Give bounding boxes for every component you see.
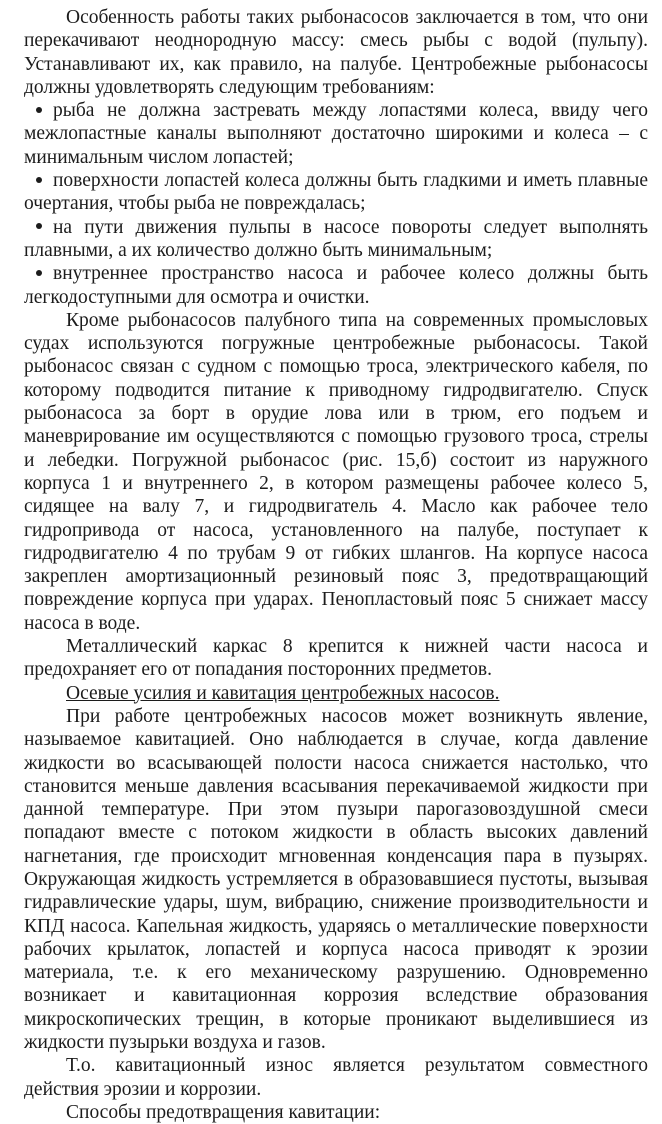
paragraph-intro: Особенность работы таких рыбонасосов заключается в том, что они перекачивают неоднородную массу: смесь рыбы с водой (пульпу). Устанавливают их, как правило, на палубе. Центробежные рыбонасосы должны удовлетворять следующим требованиям: [24,7,648,98]
bullet-icon [36,107,42,113]
list-item [24,262,648,309]
list-item [24,99,648,169]
list-item [24,216,648,263]
paragraph-frame: Металлический каркас 8 крепится к нижней части насоса и предохраняет его от попадания посторонних предметов. [24,636,648,681]
paragraph-wear: Т.о. кавитационный износ является результатом совместного действия эрозии и коррозии. [24,1055,648,1100]
list-item-text: на пути движения пульпы в насосе повороты следует выполнять плавными, а их количество должно быть минимальным; [24,216,648,261]
list-item [24,169,648,216]
paragraph-submersible-pumps: Кроме рыбонасосов палубного типа на современных промысловых судах используются погружные центробежные рыбонасосы. Такой рыбонасос связан с судном с помощью троса, электрического кабеля, по которому подводится питание к приводному гидродвигателю. Спуск рыбонасоса за борт в орудие лова или в трюм, его подъем и маневрирование им осуществляются с помощью грузового троса, стрелы и лебедки. Погружной рыбонасос (рис. 15,б) состоит из наружного корпуса 1 и внутреннего 2, в котором размещены рабочее колесо 5, сидящее на валу 7, и гидродвигатель 4. Масло как рабочее тело гидропривода от насоса, установленного на палубе, поступает к гидродвигателю 4 по трубам 9 от гибких шлангов. На корпусе насоса закреплен амортизационный резиновый пояс 3, предотвращающий повреждение корпуса при ударах. Пенопластовый пояс 5 снижает массу насоса в воде. [24,309,648,634]
list-item-text: внутреннее пространство насоса и рабочее колесо должны быть легкодоступными для осмотра и очистки. [24,263,648,308]
bullet-icon [36,223,42,229]
bullet-icon [36,270,42,276]
requirements-list [24,99,648,309]
bullet-icon [36,177,42,183]
paragraph-prevention: Способы предотвращения кавитации: [66,1101,381,1123]
list-item-text: поверхности лопастей колеса должны быть гладкими и иметь плавные очертания, чтобы рыба не повреждалась; [24,170,648,215]
section-heading: Осевые усилия и кавитация центробежных насосов. [66,682,500,704]
list-item-text: рыба не должна застревать между лопастями колеса, ввиду чего межлопастные каналы выполняют достаточно широкими и колеса – с минимальным числом лопастей; [24,100,648,168]
paragraph-cavitation: При работе центробежных насосов может возникнуть явление, называемое кавитацией. Оно наблюдается в случае, когда давление жидкости во всасывающей полости насоса снижается настолько, что становится меньше давления всасывания перекачиваемой жидкости при данной температуре. При этом пузыри парогазовоздушной смеси попадают вместе с потоком жидкости в область высоких давлений нагнетания, где происходит мгновенная конденсация пара в пузырях. Окружающая жидкость устремляется в образовавшиеся пустоты, вызывая гидравлические удары, шум, вибрацию, снижение производительности и КПД насоса. Капельная жидкость, ударяясь о металлические поверхности рабочих крылаток, лопастей и корпуса насоса приводят к эрозии материала, т.е. к его механическому разрушению. Одновременно возникает и кавитационная коррозия вследствие образования микроскопических трещин, в которые проникают выделившиеся из жидкости пузырьки воздуха и газов. [24,705,648,1054]
